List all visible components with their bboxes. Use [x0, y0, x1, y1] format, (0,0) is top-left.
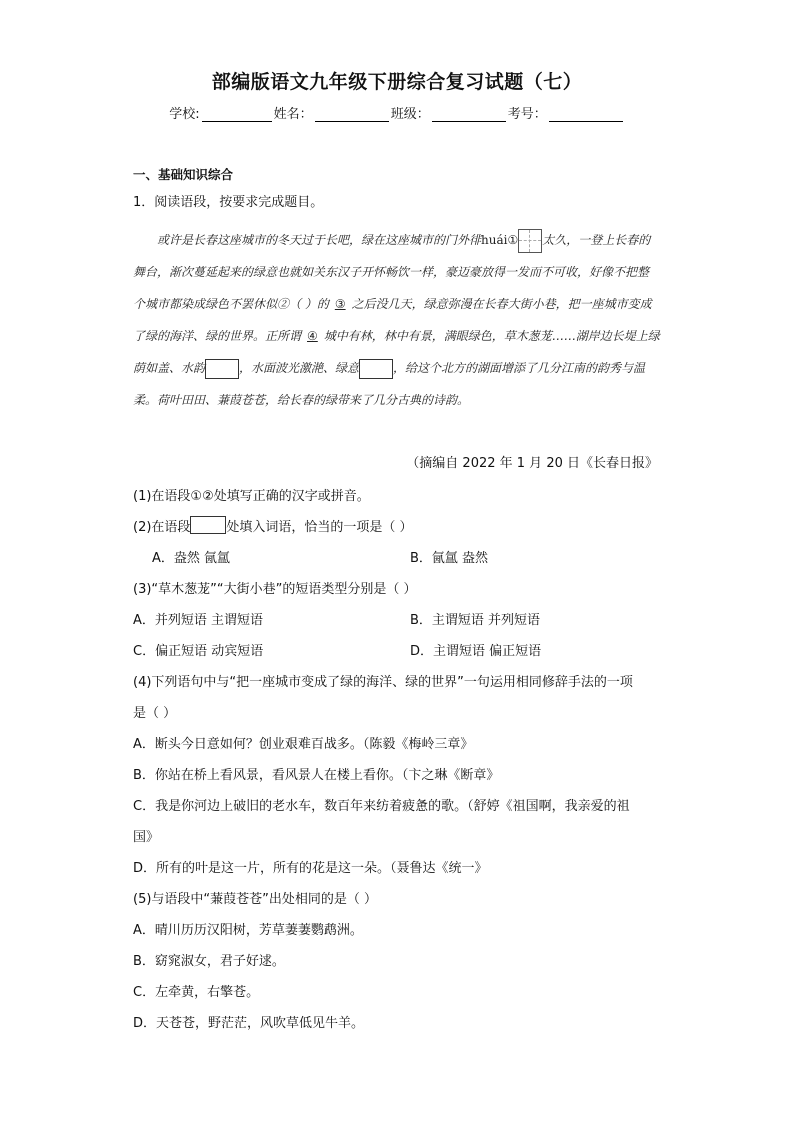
blank-3[interactable]: ③: [334, 297, 346, 311]
passage-text: 登上长春的舞台，渐次蔓延起来的绿意也就如关东汉子开怀畅饮一样，豪迈豪放得一发: [133, 233, 651, 279]
option-5c[interactable]: C．左牵黄，右擎苍。: [133, 985, 260, 1000]
sub-question-1: (1)在语段①②处填写正确的汉字或拼音。: [133, 489, 370, 504]
answer-box-1[interactable]: [205, 359, 239, 379]
question-stem: 1．阅读语段，按要求完成题目。: [133, 195, 324, 210]
school-label: 学校:: [169, 107, 200, 122]
exam-no-blank[interactable]: [549, 108, 623, 122]
option-3a[interactable]: A．并列短语 主谓短语: [133, 613, 264, 628]
passage-text: 城中有林，: [323, 329, 384, 343]
sub-question-5: (5)与语段中“蒹葭苍苍”出处相同的是（ ）: [133, 892, 378, 907]
sub-question-2-lead: (2)在语段: [133, 520, 191, 535]
passage-text: 之后没几天，绿意: [351, 297, 448, 311]
passage-text: 弥漫在长春大街小巷，把一座城市变成了绿的海洋、绿的世界。正所谓: [133, 297, 652, 343]
pinyin-blank-label: huái①: [481, 233, 519, 247]
passage-text: 而不可收，好像不把整个城市都染成绿色不罢休似②（ ）的: [133, 265, 650, 311]
option-3d[interactable]: D．主谓短语 偏正短语: [410, 644, 542, 659]
passage-text: 太久，一: [542, 233, 591, 247]
section-heading: 一、基础知识综合: [133, 167, 234, 182]
sub-question-2: [133, 516, 663, 535]
name-label: 姓名：: [273, 107, 313, 122]
name-blank[interactable]: [315, 108, 389, 122]
option-5b[interactable]: B．窈窕淑女，君子好逑。: [133, 954, 285, 969]
passage-text: 或许是长春这座城市的冬天过于长吧，绿在这座城市的门外徘: [157, 233, 482, 247]
option-4b[interactable]: B．你站在桥上看风景，看风景人在楼上看你。（卞之琳《断章》: [133, 768, 500, 783]
student-info-line: [0, 103, 794, 122]
option-4c-cont: 国》: [133, 830, 160, 845]
class-label: 班级：: [390, 107, 430, 122]
school-blank[interactable]: [202, 108, 272, 122]
answer-box-2[interactable]: [359, 359, 393, 379]
option-4a[interactable]: A．断头今日意如何？创业艰难百战多。（陈毅《梅岭三章》: [133, 737, 474, 752]
sub-question-4: (4)下列语句中与“把一座城市变成了绿的海洋、绿的世界”一句运用相同修辞手法的一项: [133, 675, 633, 690]
passage-text: ，水面波光激: [239, 361, 312, 375]
option-2a[interactable]: A．盎然 氤氲: [152, 551, 231, 566]
class-blank[interactable]: [432, 108, 506, 122]
reading-passage: [133, 224, 661, 416]
blank-4[interactable]: ④: [307, 329, 318, 343]
passage-text: 苍，给长春的绿带来了几分古典的诗韵。: [253, 393, 470, 407]
passage-paragraph: [133, 224, 661, 416]
option-3b[interactable]: B．主谓短语 并列短语: [410, 613, 541, 628]
passage-text: 滟、绿意: [311, 361, 360, 375]
sub-question-3: (3)“草木葱茏”“大街小巷”的短语类型分别是（ ）: [133, 582, 417, 597]
option-3c[interactable]: C．偏正短语 动宾短语: [133, 644, 264, 659]
sub-question-4-cont: 是（ ）: [133, 706, 177, 721]
sub-question-2-tail: 处填入词语，恰当的一项是（ ）: [226, 520, 413, 535]
passage-text: 林中有景，满眼绿色，草木葱茏……湖岸边长堤上绿荫如盖、水韵: [133, 329, 660, 375]
option-4d[interactable]: D．所有的叶是这一片，所有的花是这一朵。（聂鲁达《统一》: [133, 861, 488, 876]
blank-box-ref: [190, 516, 226, 534]
passage-text: ，给这个北方的湖面增添了几分江南的韵秀与温柔。荷叶田田、蒹葭苍: [133, 361, 646, 407]
option-4c[interactable]: C．我是你河边上破旧的老水车，数百年来纺着疲惫的歌。（舒婷《祖国啊，我亲爱的祖: [133, 799, 630, 814]
passage-source: （摘编自 2022 年 1 月 20 日《长春日报》: [406, 456, 658, 471]
option-5d[interactable]: D．天苍苍，野茫茫，风吹草低见牛羊。: [133, 1016, 365, 1031]
option-5a[interactable]: A．晴川历历汉阳树，芳草萋萋鹦鹉洲。: [133, 923, 363, 938]
tianzige-box[interactable]: [518, 229, 542, 253]
exam-no-label: 考号：: [507, 107, 547, 122]
page-title: 部编版语文九年级下册综合复习试题（七）: [211, 71, 583, 93]
option-2b[interactable]: B．氤氲 盎然: [410, 551, 489, 566]
